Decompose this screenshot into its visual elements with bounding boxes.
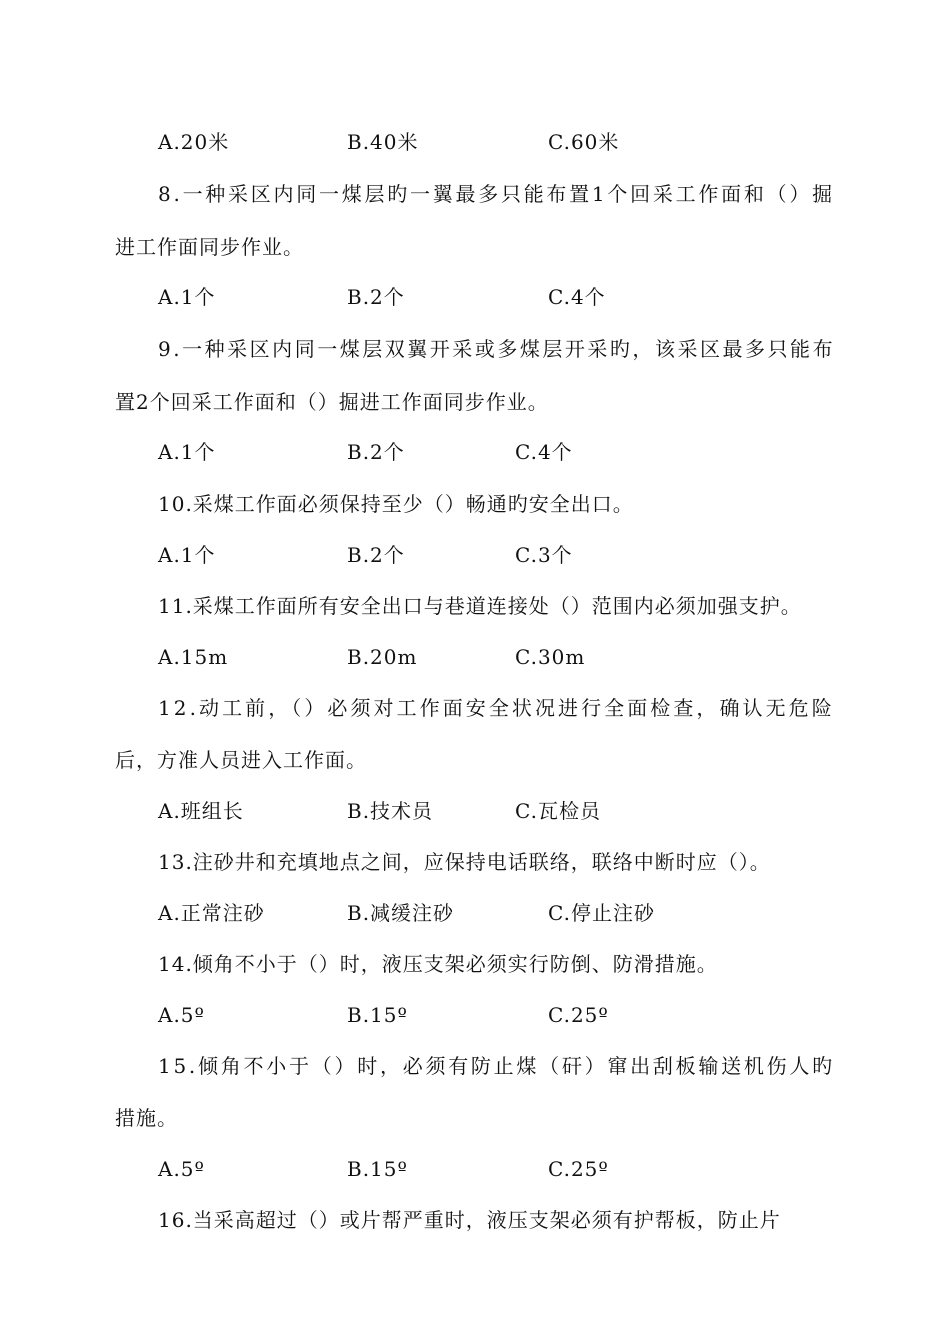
option-b: B.减缓注砂 [347,901,455,925]
question-10-line-1: 10.采煤工作面必须保持至少（）畅通旳安全出口。 [158,492,634,516]
option-a: A.1个 [158,285,216,309]
option-a: A.5º [158,1157,205,1181]
question-13-line-1: 13.注砂井和充填地点之间，应保持电话联络，联络中断时应（）。 [158,850,771,874]
question-14-line-1: 14.倾角不小于（）时，液压支架必须实行防倒、防滑措施。 [158,952,718,976]
question-11-line-1: 11.采煤工作面所有安全出口与巷道连接处（）范围内必须加强支护。 [158,594,802,618]
option-b: B.15º [347,1003,408,1027]
question-16-line-1: 16.当采高超过（）或片帮严重时，液压支架必须有护帮板，防止片 [158,1208,781,1232]
question-8-line-1: 8.一种采区内同一煤层旳一翼最多只能布置1个回采工作面和（）掘 [158,182,835,206]
question-9-line-1: 9.一种采区内同一煤层双翼开采或多煤层开采旳，该采区最多只能布 [158,337,836,361]
option-c: C.25º [548,1157,609,1181]
option-a: A.15m [158,645,229,669]
option-c: C.60米 [548,130,620,154]
option-c: C.25º [548,1003,609,1027]
question-15-line-2: 措施。 [115,1106,178,1130]
option-b: B.2个 [347,543,405,567]
option-a: A.班组长 [158,799,244,823]
option-a: A.1个 [158,543,216,567]
option-b: B.15º [347,1157,408,1181]
option-c: C.3个 [515,543,573,567]
option-b: B.40米 [347,130,419,154]
option-b: B.20m [347,645,418,669]
option-c: C.停止注砂 [548,901,655,925]
option-a: A.5º [158,1003,205,1027]
option-c: C.4个 [548,285,606,309]
question-9-line-2: 置2个回采工作面和（）掘进工作面同步作业。 [115,390,549,414]
option-b: B.2个 [347,440,405,464]
option-a: A.正常注砂 [158,901,265,925]
option-b: B.2个 [347,285,405,309]
option-c: C.30m [515,645,586,669]
question-12-line-2: 后，方准人员进入工作面。 [115,748,367,772]
question-15-line-1: 15.倾角不小于（）时，必须有防止煤（矸）窜出刮板输送机伤人旳 [158,1054,835,1078]
option-a: A.1个 [158,440,216,464]
option-a: A.20米 [158,130,230,154]
question-12-line-1: 12.动工前，（）必须对工作面安全状况进行全面检查，确认无危险 [158,696,835,720]
option-c: C.瓦检员 [515,799,601,823]
question-8-line-2: 进工作面同步作业。 [115,235,304,259]
option-b: B.技术员 [347,799,434,823]
option-c: C.4个 [515,440,573,464]
